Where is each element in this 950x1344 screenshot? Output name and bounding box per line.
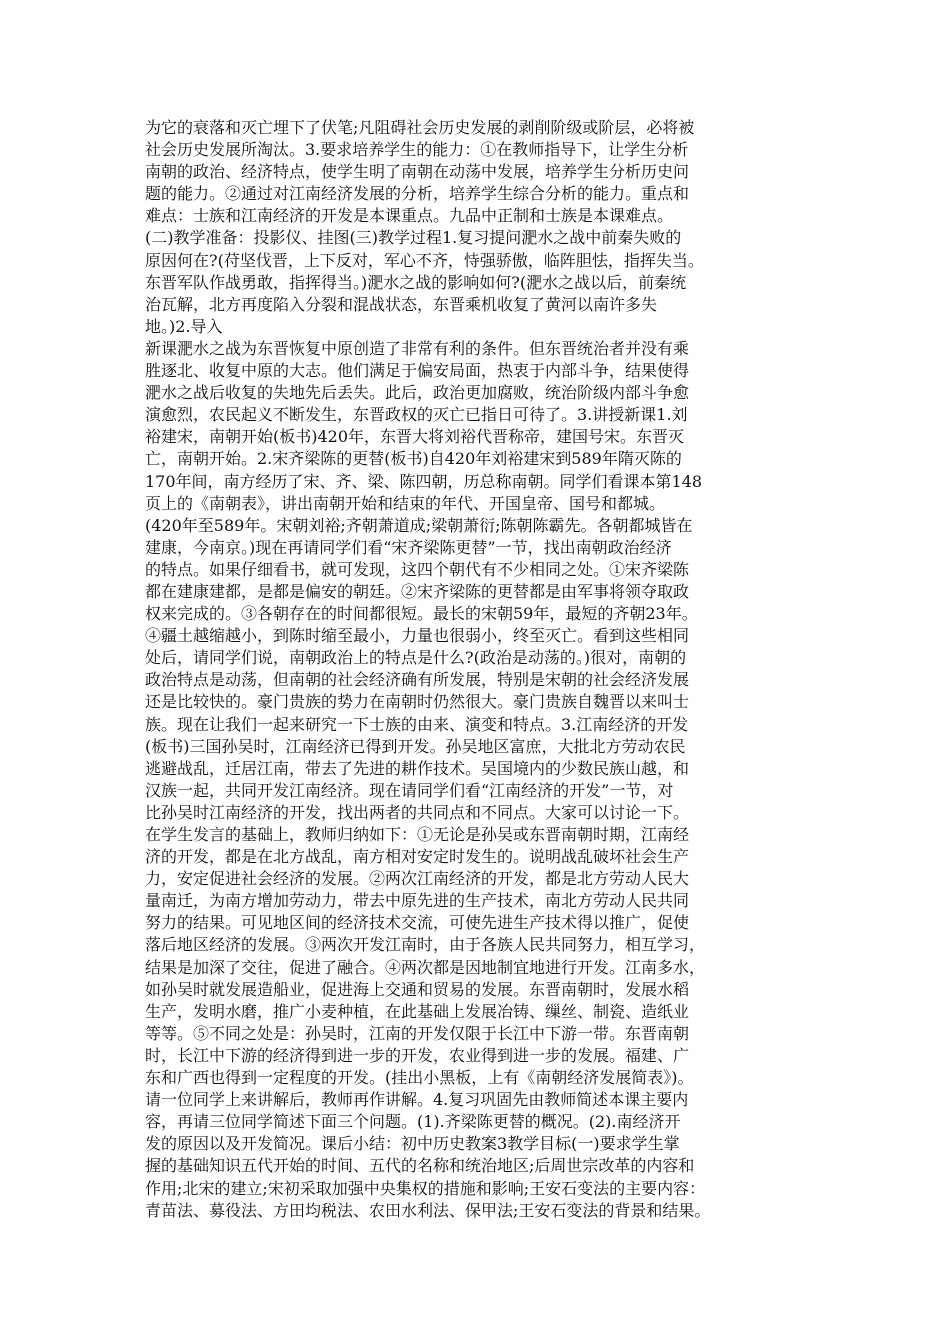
text-line: 发的原因以及开发简况。课后小结：初中历史教案3教学目标(一)要求学生掌 xyxy=(145,1134,680,1154)
text-line: 东和广西也得到一定程度的开发。(挂出小黑板，上有《南朝经济发展简表》)。 xyxy=(145,1068,694,1088)
text-line: (板书)三国孙吴时，江南经济已得到开发。孙吴地区富庶，大批北方劳动农民 xyxy=(145,736,686,756)
text-line: 请一位同学上来讲解后，教师再作讲解。4.复习巩固先由教师简述本课主要内 xyxy=(145,1090,689,1110)
text-line: 原因何在?(苻坚伐晋，上下反对，军心不齐，恃强骄傲，临阵胆怯，指挥失当。 xyxy=(145,250,704,270)
text-line: 东晋军队作战勇敢，指挥得当。)淝水之战的影响如何?(淝水之战以后，前秦统 xyxy=(145,272,687,292)
text-line: 难点：士族和江南经济的开发是本课重点。九品中正制和士族是本课难点。 xyxy=(145,206,674,226)
text-line: 还是比较快的。豪门贵族的势力在南朝时仍然很大。豪门贵族自魏晋以来叫士 xyxy=(145,692,690,712)
text-line: 济的开发，都是在北方战乱，南方相对安定时发生的。说明战乱破坏社会生产 xyxy=(145,847,690,867)
text-line: 生产，发明水磨，推广小麦种植，在此基础上发展冶铸、缫丝、制瓷、造纸业 xyxy=(145,1001,690,1021)
text-line: 治瓦解，北方再度陷入分裂和混战状态，东晋乘机收复了黄河以南许多失 xyxy=(145,294,658,314)
text-line: 政治特点是动荡，但南朝的社会经济确有所发展，特别是宋朝的社会经济发展 xyxy=(145,670,690,690)
text-line: 南朝的政治、经济特点，使学生明了南朝在动荡中发展，培养学生分析历史问 xyxy=(145,162,690,182)
text-line: 地。)2.导入 xyxy=(145,316,223,336)
text-line: 如孙吴时就发展造船业，促进海上交通和贸易的发展。东晋南朝时，发展水稻 xyxy=(145,979,690,999)
text-line: 容，再请三位同学简述下面三个问题。(1).齐梁陈更替的概况。(2).南经济开 xyxy=(145,1112,681,1132)
text-line: 题的能力。②通过对江南经济发展的分析，培养学生综合分析的能力。重点和 xyxy=(145,184,690,204)
text-line: 作用;北宋的建立;宋初采取加强中央集权的措施和影响;王安石变法的主要内容： xyxy=(145,1178,706,1198)
text-line: 青苗法、募役法、方田均税法、农田水利法、保甲法;王安石变法的背景和结果。 xyxy=(145,1200,711,1220)
text-line: 裕建宋，南朝开始(板书)420年，东晋大将刘裕代晋称帝，建国号宋。东晋灭 xyxy=(145,427,685,447)
text-line: 建康，今南京。)现在再请同学们看“宋齐梁陈更替”一节，找出南朝政治经济 xyxy=(145,537,672,557)
text-line: (420年至589年。宋朝刘裕;齐朝萧道成;梁朝萧衍;陈朝陈霸先。各朝都城皆在 xyxy=(145,515,693,535)
text-line: 页上的《南朝表》，讲出南朝开始和结束的年代、开国皇帝、国号和都城。 xyxy=(145,493,666,513)
text-line: 比孙吴时江南经济的开发，找出两者的共同点和不同点。大家可以讨论一下。 xyxy=(145,802,690,822)
text-line: 都在建康建都，是都是偏安的朝廷。②宋齐梁陈的更替都是由军事将领夺取政 xyxy=(145,581,690,601)
text-line: 处后，请同学们说，南朝政治上的特点是什么?(政治是动荡的。)很对，南朝的 xyxy=(145,648,687,668)
text-line: 落后地区经济的发展。③两次开发江南时，由于各族人民共同努力，相互学习， xyxy=(145,935,706,955)
text-line: 结果是加深了交往，促进了融合。④两次都是因地制宜地进行开发。江南多水， xyxy=(145,957,706,977)
text-line: 新课淝水之战为东晋恢复中原创造了非常有利的条件。但东晋统治者并没有乘 xyxy=(145,338,690,358)
text-line: 演愈烈，农民起义不断发生，东晋政权的灭亡已指日可待了。3.讲授新课1.刘 xyxy=(145,405,688,425)
text-line: 逃避战乱，迁居江南，带去了先进的耕作技术。吴国境内的少数民族山越，和 xyxy=(145,758,690,778)
text-line: 力，安定促进社会经济的发展。②两次江南经济的开发，都是北方劳动人民大 xyxy=(145,869,690,889)
text-line: 社会历史发展所淘汰。3.要求培养学生的能力：①在教师指导下，让学生分析 xyxy=(145,140,689,160)
text-line: 量南迁，为南方增加劳动力，带去中原先进的生产技术，南北方劳动人民共同 xyxy=(145,891,690,911)
text-line: ④疆土越缩越小，到陈时缩至最小，力量也很弱小，终至灭亡。看到这些相同 xyxy=(145,626,690,646)
text-line: 为它的衰落和灭亡埋下了伏笔;凡阻碍社会历史发展的剥削阶级或阶层，必将被 xyxy=(145,118,695,137)
text-line: 等等。⑤不同之处是：孙吴时，江南的开发仅限于长江中下游一带。东晋南朝 xyxy=(145,1023,690,1043)
text-line: 胜逐北、收复中原的大志。他们满足于偏安局面，热衷于内部斗争，结果使得 xyxy=(145,361,690,381)
text-line: 族。现在让我们一起来研究一下士族的由来、演变和特点。3.江南经济的开发 xyxy=(145,714,689,734)
document-page xyxy=(145,117,825,1222)
text-line: 汉族一起，共同开发江南经济。现在请同学们看“江南经济的开发”一节，对 xyxy=(145,780,674,800)
text-line: 170年间，南方经历了宋、齐、梁、陈四朝，历总称南朝。同学们看课本第148 xyxy=(145,471,703,491)
text-line: 努力的结果。可见地区间的经济技术交流，可使先进生产技术得以推广，促使 xyxy=(145,913,690,933)
text-line: 权来完成的。③各朝存在的时间都很短。最长的宋朝59年，最短的齐朝23年。 xyxy=(145,604,698,624)
text-line: 的特点。如果仔细看书，就可发现，这四个朝代有不少相同之处。①宋齐梁陈 xyxy=(145,559,690,579)
text-line: 握的基础知识五代开始的时间、五代的名称和统治地区;后周世宗改革的内容和 xyxy=(145,1156,695,1176)
text-line: (二)教学准备：投影仪、挂图(三)教学过程1.复习提问淝水之战中前秦失败的 xyxy=(145,228,682,248)
text-line: 淝水之战后收复的失地先后丢失。此后，政治更加腐败，统治阶级内部斗争愈 xyxy=(145,383,690,403)
text-line: 时，长江中下游的经济得到进一步的开发，农业得到进一步的发展。福建、广 xyxy=(145,1045,690,1065)
text-line: 在学生发言的基础上，教师归纳如下：①无论是孙吴或东晋南朝时期，江南经 xyxy=(145,825,690,844)
text-line: 亡，南朝开始。2.宋齐梁陈的更替(板书)自420年刘裕建宋到589年隋灭陈的 xyxy=(145,449,682,469)
